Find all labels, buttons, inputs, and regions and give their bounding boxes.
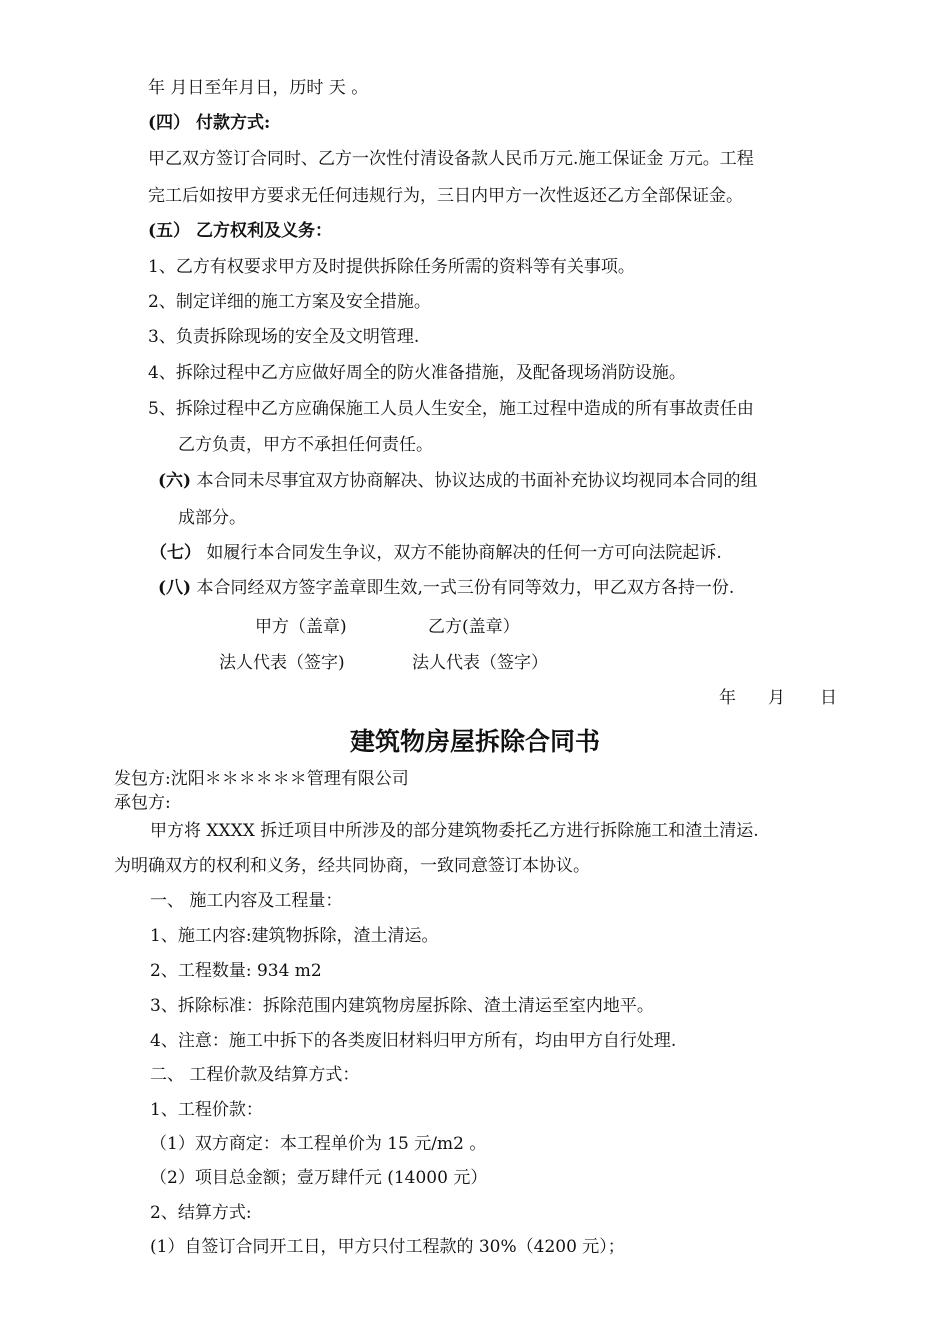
section-two-item-1: 1、工程价款：	[150, 1100, 263, 1120]
section-one-item-1: 1、施工内容:建筑物拆除，渣土清运。	[150, 926, 439, 946]
party-a-representative: 法人代表（签字)	[219, 653, 345, 673]
date-year: 年	[719, 688, 736, 708]
section-5-item-4: 4、拆除过程中乙方应做好周全的防火准备措施，及配备现场消防设施。	[148, 363, 686, 383]
total-amount-line: （2）项目总金额；壹万肆仟元 (14000 元）	[150, 1168, 488, 1188]
section-6-text: 本合同未尽事宜双方协商解决、协议达成的书面补充协议均视同本合同的组	[196, 471, 758, 491]
section-4-text-line2: 完工后如按甲方要求无任何违规行为，三日内甲方一次性返还乙方全部保证金。	[148, 186, 743, 206]
section-5-heading: (五） 乙方权利及义务：	[148, 221, 332, 241]
section-7-text: 如履行本合同发生争议，双方不能协商解决的任何一方可向法院起诉.	[206, 543, 722, 563]
intro-line2: 为明确双方的权利和义务，经共同协商，一致同意签订本协议。	[114, 856, 590, 876]
section-8	[158, 577, 734, 599]
issuer-line: 发包方:沈阳＊＊＊＊＊＊管理有限公司	[114, 769, 409, 789]
contract-title: 建筑物房屋拆除合同书	[349, 727, 600, 756]
date-day: 日	[820, 688, 837, 708]
intro-line1: 甲方将 XXXX 拆迁项目中所涉及的部分建筑物委托乙方进行拆除施工和渣土清运.	[150, 821, 759, 841]
section-5-item-3: 3、负责拆除现场的安全及文明管理.	[148, 327, 420, 347]
section-6-line2: 成部分。	[178, 508, 246, 528]
section-one-heading: 一、 施工内容及工程量：	[150, 891, 343, 911]
section-7	[150, 542, 722, 564]
section-7-label: （七）	[150, 543, 201, 563]
section-one-item-3: 3、拆除标准：拆除范围内建筑物房屋拆除、渣土清运至室内地平。	[150, 996, 654, 1016]
party-a-seal: 甲方（盖章)	[255, 617, 347, 637]
section-6-line1	[158, 470, 758, 492]
section-4-text-line1: 甲乙双方签订合同时、乙方一次性付清设备款人民币万元.施工保证金 万元。工程	[148, 149, 754, 169]
section-5-item-1: 1、乙方有权要求甲方及时提供拆除任务所需的资料等有关事项。	[148, 257, 635, 277]
date-month: 月	[768, 688, 785, 708]
section-two-item-2: 2、结算方式:	[150, 1203, 252, 1223]
section-8-label: (八)	[158, 578, 192, 598]
section-5-item-5-line1: 5、拆除过程中乙方应确保施工人员人生安全，施工过程中造成的所有事故责任由	[148, 399, 754, 419]
payment-terms-line1: (1）自签订合同开工日，甲方只付工程款的 30%（4200 元）；	[150, 1237, 625, 1257]
section-4-heading: (四） 付款方式:	[148, 113, 271, 133]
unit-price-line: （1）双方商定：本工程单价为 15 元/m2 。	[150, 1134, 487, 1154]
contractor-line: 承包方:	[114, 793, 171, 813]
section-two-heading: 二、 工程价款及结算方式：	[150, 1065, 360, 1085]
party-b-seal: 乙方(盖章）	[428, 617, 520, 637]
dates-line: 年 月日至年月日，历时 天 。	[148, 78, 369, 98]
section-one-item-2: 2、工程数量: 934 m2	[150, 961, 322, 981]
party-b-representative: 法人代表（签字）	[412, 653, 548, 673]
section-5-item-2: 2、制定详细的施工方案及安全措施。	[148, 292, 431, 312]
section-one-item-4: 4、注意：施工中拆下的各类废旧材料归甲方所有，均由甲方自行处理.	[150, 1031, 677, 1051]
section-6-label: (六)	[158, 471, 192, 491]
section-5-item-5-line2: 乙方负责，甲方不承担任何责任。	[178, 435, 433, 455]
section-8-text: 本合同经双方签字盖章即生效,一式三份有同等效力，甲乙双方各持一份.	[196, 578, 735, 598]
